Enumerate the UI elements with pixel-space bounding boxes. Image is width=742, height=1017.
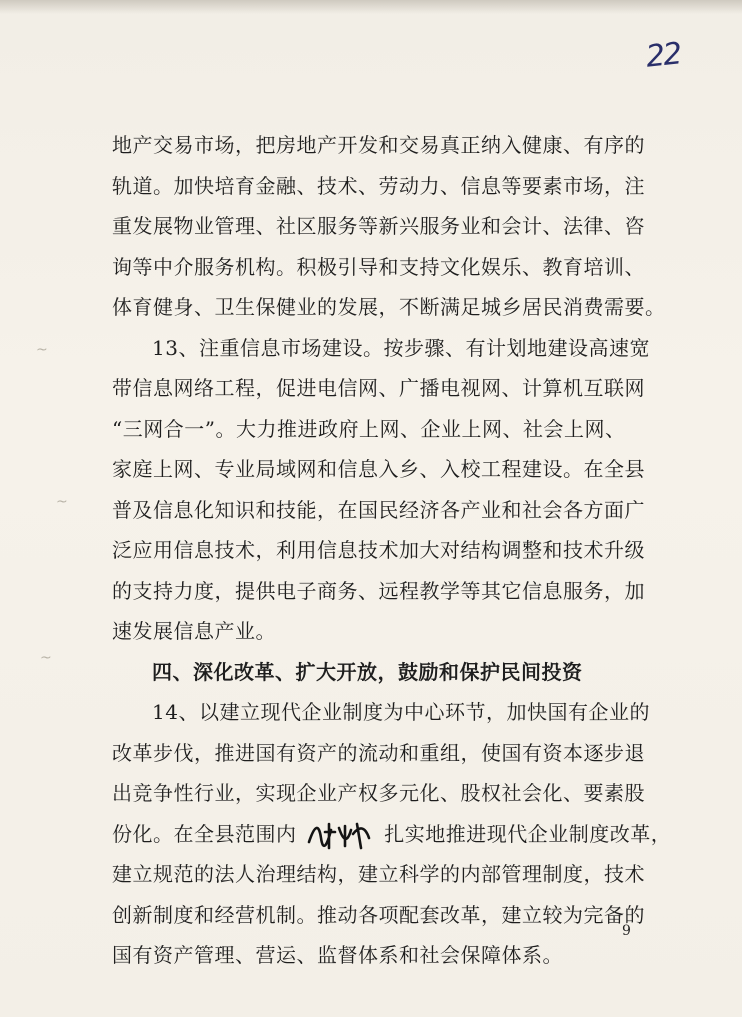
text-line: 速发展信息产业。 bbox=[112, 619, 276, 643]
margin-mark: ~ bbox=[56, 494, 68, 510]
document-body bbox=[112, 125, 672, 976]
text-fragment: 扎实地推进现代企业制度改革， bbox=[384, 821, 672, 846]
margin-mark: ~ bbox=[36, 342, 48, 358]
text-line: 带信息网络工程，促进电信网、广播电视网、计算机互联网 bbox=[112, 376, 645, 400]
text-line: 地产交易市场，把房地产开发和交易真正纳入健康、有序的 bbox=[112, 133, 645, 157]
text-line: 国有资产管理、营运、监督体系和社会保障体系。 bbox=[112, 943, 563, 967]
text-line: “三网合一”。大力推进政府上网、企业上网、社会上网、 bbox=[112, 416, 626, 441]
text-line: 改革步伐，推进国有资产的流动和重组，使国有资本逐步退 bbox=[112, 740, 645, 765]
margin-mark: ~ bbox=[40, 650, 52, 666]
handwritten-signature bbox=[305, 820, 375, 850]
text-line: 体育健身、卫生保健业的发展，不断满足城乡居民消费需要。 bbox=[112, 295, 666, 319]
text-fragment: 份化。在全县范围内 bbox=[112, 821, 297, 846]
text-line: 重发展物业管理、社区服务等新兴服务业和会计、法律、咨 bbox=[112, 214, 645, 238]
section-heading: 四、深化改革、扩大开放，鼓励和保护民间投资 bbox=[152, 659, 583, 684]
text-line: 14、以建立现代企业制度为中心环节，加快国有企业的 bbox=[152, 700, 650, 724]
text-line: 建立规范的法人治理结构，建立科学的内部管理制度，技术 bbox=[112, 862, 645, 886]
text-line: 13、注重信息市场建设。按步骤、有计划地建设高速宽 bbox=[152, 335, 650, 360]
text-line: 创新制度和经营机制。推动各项配套改革，建立较为完备的 bbox=[112, 902, 645, 927]
page-top-edge bbox=[0, 0, 742, 14]
text-line: 普及信息化知识和技能，在国民经济各产业和社会各方面广 bbox=[112, 497, 645, 522]
text-line-with-signature bbox=[112, 814, 672, 855]
text-line: 轨道。加快培育金融、技术、劳动力、信息等要素市场，注 bbox=[112, 173, 645, 198]
text-line: 的支持力度，提供电子商务、远程教学等其它信息服务，加 bbox=[112, 578, 645, 603]
text-line: 家庭上网、专业局域网和信息入乡、入校工程建设。在全县 bbox=[112, 457, 645, 481]
text-line: 询等中介服务机构。积极引导和支持文化娱乐、教育培训、 bbox=[112, 254, 645, 279]
text-line: 出竞争性行业，实现企业产权多元化、股权社会化、要素股 bbox=[112, 781, 645, 805]
text-line: 泛应用信息技术，利用信息技术加大对结构调整和技术升级 bbox=[112, 538, 645, 562]
handwritten-page-mark: 22 bbox=[644, 36, 682, 75]
page-number: 9 bbox=[622, 923, 631, 939]
